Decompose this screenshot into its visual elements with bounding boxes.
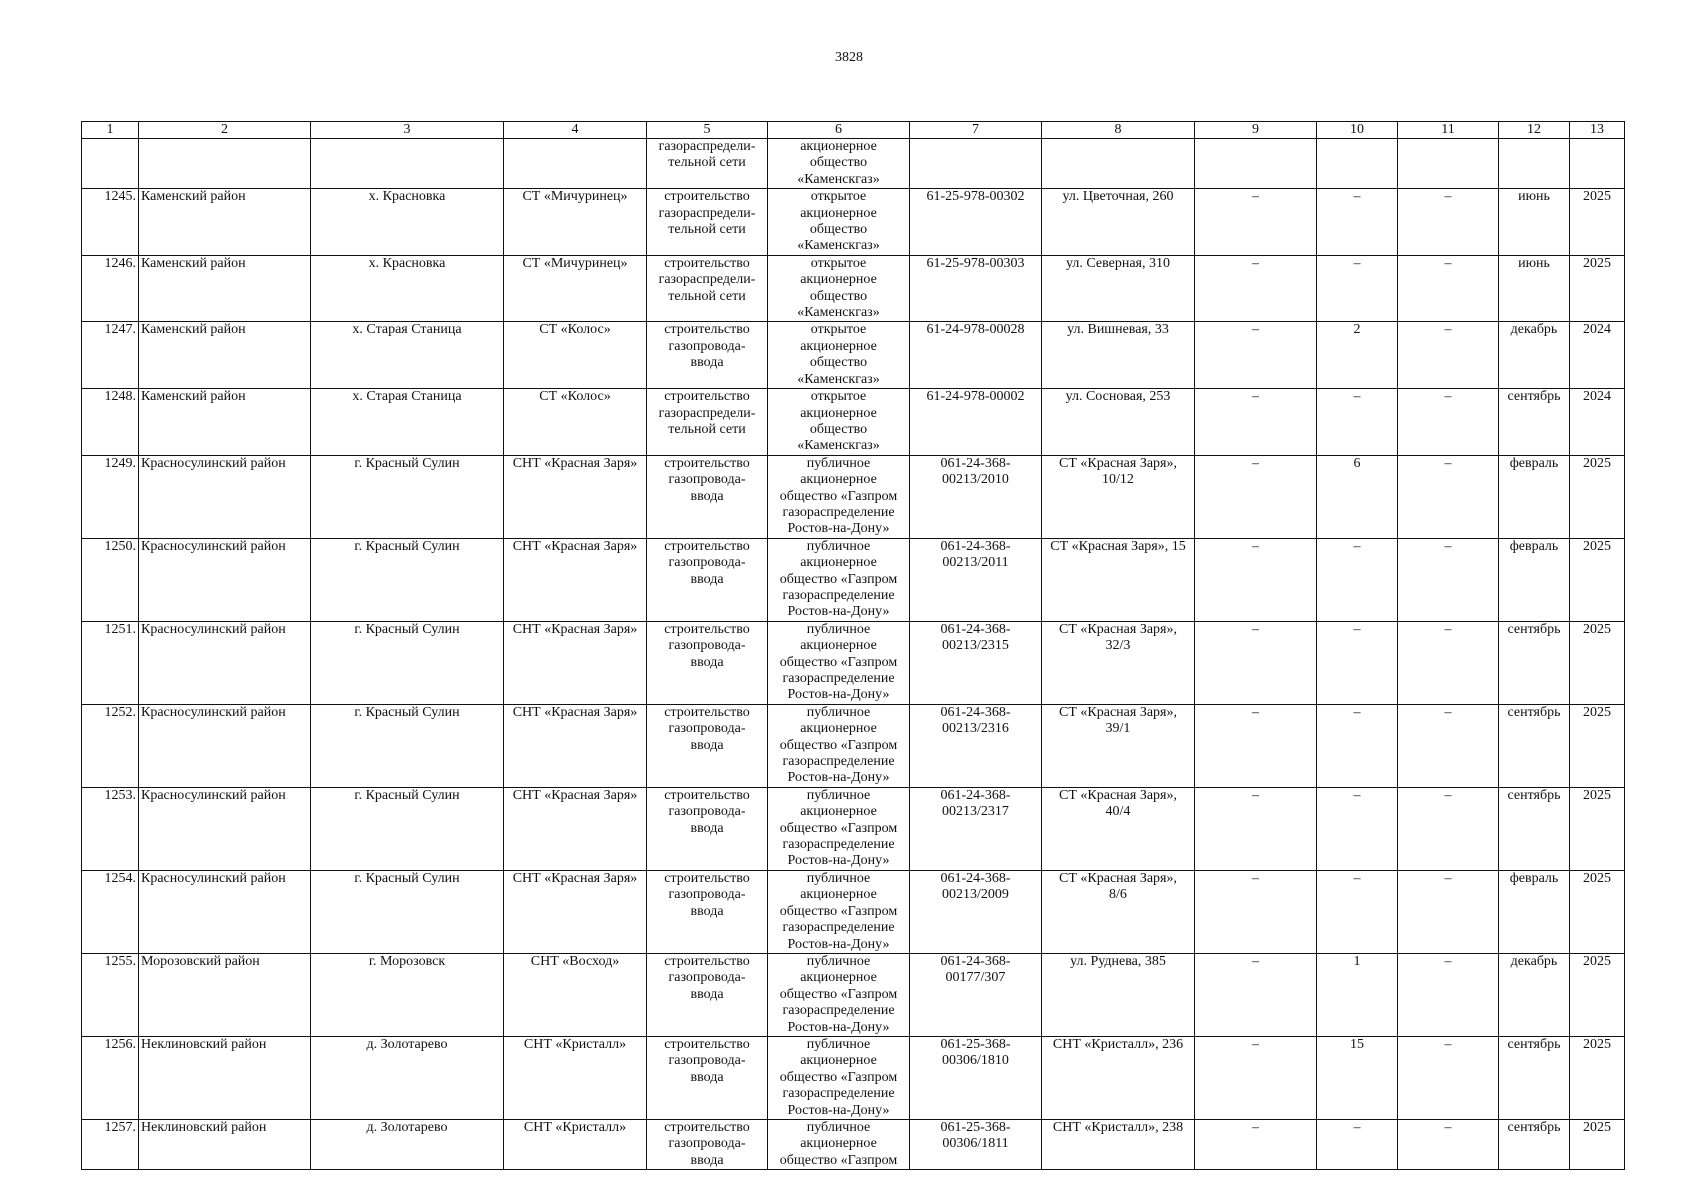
column-9-value-cell: – — [1195, 704, 1317, 787]
locality-name-cell: г. Красный Сулин — [311, 621, 504, 704]
registration-code-cell: 61-24-978-00028 — [910, 322, 1042, 389]
column-11-value-cell: – — [1398, 255, 1499, 322]
month-cell: декабрь — [1499, 322, 1570, 389]
operator-name-cell: публичное акционерное общество «Газпром — [768, 1119, 910, 1169]
table-body — [82, 139, 1625, 1170]
column-11-value-cell: – — [1398, 704, 1499, 787]
month-cell: сентябрь — [1499, 1119, 1570, 1169]
row-number-cell: 1245. — [82, 189, 139, 256]
work-type-cell: строительство газопровода- ввода — [647, 538, 768, 621]
address-cell: СНТ «Кристалл», 236 — [1042, 1036, 1195, 1119]
column-9-value-cell: – — [1195, 322, 1317, 389]
registration-code-cell: 061-24-368- 00213/2316 — [910, 704, 1042, 787]
column-10-value-cell: 6 — [1317, 455, 1398, 538]
table-row — [82, 139, 1625, 189]
column-10-value-cell: 1 — [1317, 953, 1398, 1036]
column-10-value-cell: – — [1317, 538, 1398, 621]
row-number-cell: 1246. — [82, 255, 139, 322]
registration-code-cell: 061-24-368- 00213/2315 — [910, 621, 1042, 704]
row-number-cell: 1248. — [82, 389, 139, 456]
work-type-cell: строительство газопровода- ввода — [647, 787, 768, 870]
column-header: 3 — [311, 122, 504, 139]
column-9-value-cell: – — [1195, 1119, 1317, 1169]
district-name-cell: Неклиновский район — [139, 1119, 311, 1169]
year-cell: 2025 — [1570, 455, 1625, 538]
work-type-cell: строительство газопровода- ввода — [647, 621, 768, 704]
column-9-value-cell: – — [1195, 389, 1317, 456]
registration-code-cell: 061-24-368- 00213/2011 — [910, 538, 1042, 621]
district-name-cell: Каменский район — [139, 389, 311, 456]
district-name-cell: Каменский район — [139, 322, 311, 389]
district-name-cell: Красносулинский район — [139, 455, 311, 538]
work-type-cell: строительство газопровода- ввода — [647, 1119, 768, 1169]
operator-name-cell: публичное акционерное общество «Газпром газораспределение Ростов-на-Дону» — [768, 787, 910, 870]
column-9-value-cell: – — [1195, 1036, 1317, 1119]
address-cell: СТ «Красная Заря», 39/1 — [1042, 704, 1195, 787]
address-cell: ул. Северная, 310 — [1042, 255, 1195, 322]
address-cell: СТ «Красная Заря», 40/4 — [1042, 787, 1195, 870]
settlement-name-cell: СНТ «Красная Заря» — [504, 704, 647, 787]
year-cell: 2025 — [1570, 1119, 1625, 1169]
column-11-value-cell — [1398, 139, 1499, 189]
settlement-name-cell: СНТ «Красная Заря» — [504, 787, 647, 870]
column-header: 9 — [1195, 122, 1317, 139]
settlement-name-cell: СНТ «Красная Заря» — [504, 870, 647, 953]
settlement-name-cell: СНТ «Кристалл» — [504, 1036, 647, 1119]
table-row — [82, 953, 1625, 1036]
column-11-value-cell: – — [1398, 389, 1499, 456]
registration-code-cell: 061-24-368- 00213/2317 — [910, 787, 1042, 870]
column-10-value-cell: – — [1317, 870, 1398, 953]
year-cell: 2024 — [1570, 322, 1625, 389]
column-9-value-cell: – — [1195, 455, 1317, 538]
table-row — [82, 704, 1625, 787]
work-type-cell: строительство газораспредели- тельной сети — [647, 389, 768, 456]
year-cell — [1570, 139, 1625, 189]
locality-name-cell: д. Золотарево — [311, 1119, 504, 1169]
registration-code-cell: 061-24-368- 00177/307 — [910, 953, 1042, 1036]
settlement-name-cell: СНТ «Красная Заря» — [504, 538, 647, 621]
column-9-value-cell: – — [1195, 787, 1317, 870]
operator-name-cell: публичное акционерное общество «Газпром газораспределение Ростов-на-Дону» — [768, 704, 910, 787]
settlement-name-cell: СНТ «Красная Заря» — [504, 621, 647, 704]
registration-code-cell: 061-25-368- 00306/1810 — [910, 1036, 1042, 1119]
locality-name-cell: г. Красный Сулин — [311, 538, 504, 621]
column-10-value-cell: – — [1317, 621, 1398, 704]
column-9-value-cell: – — [1195, 538, 1317, 621]
locality-name-cell: г. Морозовск — [311, 953, 504, 1036]
year-cell: 2025 — [1570, 870, 1625, 953]
row-number-cell: 1249. — [82, 455, 139, 538]
registration-code-cell: 61-25-978-00302 — [910, 189, 1042, 256]
column-header: 12 — [1499, 122, 1570, 139]
settlement-name-cell: СТ «Мичуринец» — [504, 189, 647, 256]
address-cell: ул. Сосновая, 253 — [1042, 389, 1195, 456]
column-10-value-cell: – — [1317, 1119, 1398, 1169]
address-cell: ул. Цветочная, 260 — [1042, 189, 1195, 256]
month-cell: февраль — [1499, 538, 1570, 621]
settlement-name-cell: СТ «Колос» — [504, 322, 647, 389]
column-11-value-cell: – — [1398, 455, 1499, 538]
column-10-value-cell — [1317, 139, 1398, 189]
column-11-value-cell: – — [1398, 538, 1499, 621]
settlement-name-cell: СТ «Мичуринец» — [504, 255, 647, 322]
locality-name-cell: г. Красный Сулин — [311, 870, 504, 953]
month-cell: июнь — [1499, 189, 1570, 256]
settlement-name-cell — [504, 139, 647, 189]
registration-code-cell: 61-24-978-00002 — [910, 389, 1042, 456]
month-cell: декабрь — [1499, 953, 1570, 1036]
column-header: 11 — [1398, 122, 1499, 139]
column-9-value-cell: – — [1195, 953, 1317, 1036]
settlement-name-cell: СНТ «Кристалл» — [504, 1119, 647, 1169]
column-9-value-cell — [1195, 139, 1317, 189]
column-10-value-cell: – — [1317, 189, 1398, 256]
work-type-cell: строительство газопровода- ввода — [647, 870, 768, 953]
month-cell: сентябрь — [1499, 704, 1570, 787]
settlement-name-cell: СТ «Колос» — [504, 389, 647, 456]
district-name-cell: Красносулинский район — [139, 870, 311, 953]
page-number: 3828 — [835, 50, 863, 65]
operator-name-cell: публичное акционерное общество «Газпром газораспределение Ростов-на-Дону» — [768, 1036, 910, 1119]
operator-name-cell: публичное акционерное общество «Газпром газораспределение Ростов-на-Дону» — [768, 621, 910, 704]
row-number-cell: 1257. — [82, 1119, 139, 1169]
column-11-value-cell: – — [1398, 787, 1499, 870]
address-cell: СТ «Красная Заря», 8/6 — [1042, 870, 1195, 953]
year-cell: 2025 — [1570, 953, 1625, 1036]
registration-code-cell: 061-25-368- 00306/1811 — [910, 1119, 1042, 1169]
registration-code-cell — [910, 139, 1042, 189]
table-row — [82, 255, 1625, 322]
work-type-cell: строительство газопровода- ввода — [647, 1036, 768, 1119]
column-header: 8 — [1042, 122, 1195, 139]
address-cell: ул. Руднева, 385 — [1042, 953, 1195, 1036]
table-row — [82, 538, 1625, 621]
column-11-value-cell: – — [1398, 189, 1499, 256]
month-cell: сентябрь — [1499, 389, 1570, 456]
table-row — [82, 389, 1625, 456]
work-type-cell: строительство газопровода- ввода — [647, 322, 768, 389]
table-row — [82, 787, 1625, 870]
year-cell: 2025 — [1570, 787, 1625, 870]
address-cell: СТ «Красная Заря», 32/3 — [1042, 621, 1195, 704]
row-number-cell: 1252. — [82, 704, 139, 787]
table-row — [82, 455, 1625, 538]
operator-name-cell: открытое акционерное общество «Каменскгаз» — [768, 255, 910, 322]
locality-name-cell: х. Старая Станица — [311, 389, 504, 456]
year-cell: 2025 — [1570, 538, 1625, 621]
row-number-cell: 1255. — [82, 953, 139, 1036]
column-11-value-cell: – — [1398, 322, 1499, 389]
district-name-cell: Красносулинский район — [139, 538, 311, 621]
column-number-row — [82, 122, 1625, 139]
settlement-name-cell: СНТ «Красная Заря» — [504, 455, 647, 538]
work-type-cell: строительство газопровода- ввода — [647, 704, 768, 787]
column-header: 1 — [82, 122, 139, 139]
registration-code-cell: 061-24-368- 00213/2009 — [910, 870, 1042, 953]
column-9-value-cell: – — [1195, 189, 1317, 256]
locality-name-cell: х. Красновка — [311, 189, 504, 256]
year-cell: 2025 — [1570, 1036, 1625, 1119]
column-11-value-cell: – — [1398, 953, 1499, 1036]
work-type-cell: строительство газораспредели- тельной сети — [647, 189, 768, 256]
registry-table — [81, 121, 1625, 1170]
column-header: 13 — [1570, 122, 1625, 139]
column-header: 5 — [647, 122, 768, 139]
district-name-cell — [139, 139, 311, 189]
row-number-cell: 1253. — [82, 787, 139, 870]
operator-name-cell: публичное акционерное общество «Газпром газораспределение Ростов-на-Дону» — [768, 953, 910, 1036]
locality-name-cell — [311, 139, 504, 189]
month-cell — [1499, 139, 1570, 189]
year-cell: 2025 — [1570, 189, 1625, 256]
district-name-cell: Каменский район — [139, 189, 311, 256]
row-number-cell: 1250. — [82, 538, 139, 621]
column-10-value-cell: 15 — [1317, 1036, 1398, 1119]
table-row — [82, 189, 1625, 256]
month-cell: февраль — [1499, 870, 1570, 953]
month-cell: сентябрь — [1499, 1036, 1570, 1119]
operator-name-cell: публичное акционерное общество «Газпром газораспределение Ростов-на-Дону» — [768, 455, 910, 538]
work-type-cell: строительство газопровода- ввода — [647, 455, 768, 538]
month-cell: сентябрь — [1499, 621, 1570, 704]
operator-name-cell: публичное акционерное общество «Газпром газораспределение Ростов-на-Дону» — [768, 538, 910, 621]
column-9-value-cell: – — [1195, 621, 1317, 704]
locality-name-cell: г. Красный Сулин — [311, 704, 504, 787]
column-11-value-cell: – — [1398, 1036, 1499, 1119]
work-type-cell: строительство газораспредели- тельной сети — [647, 255, 768, 322]
column-9-value-cell: – — [1195, 870, 1317, 953]
row-number-cell: 1247. — [82, 322, 139, 389]
operator-name-cell: открытое акционерное общество «Каменскгаз» — [768, 322, 910, 389]
registration-code-cell: 61-25-978-00303 — [910, 255, 1042, 322]
operator-name-cell: акционерное общество «Каменскгаз» — [768, 139, 910, 189]
operator-name-cell: открытое акционерное общество «Каменскгаз» — [768, 389, 910, 456]
column-10-value-cell: – — [1317, 255, 1398, 322]
address-cell: СТ «Красная Заря», 10/12 — [1042, 455, 1195, 538]
column-header: 4 — [504, 122, 647, 139]
table-row — [82, 1119, 1625, 1169]
column-11-value-cell: – — [1398, 1119, 1499, 1169]
table-row — [82, 1036, 1625, 1119]
operator-name-cell: открытое акционерное общество «Каменскгаз» — [768, 189, 910, 256]
district-name-cell: Неклиновский район — [139, 1036, 311, 1119]
month-cell: июнь — [1499, 255, 1570, 322]
row-number-cell: 1256. — [82, 1036, 139, 1119]
district-name-cell: Морозовский район — [139, 953, 311, 1036]
table-row — [82, 621, 1625, 704]
locality-name-cell: х. Красновка — [311, 255, 504, 322]
locality-name-cell: г. Красный Сулин — [311, 787, 504, 870]
settlement-name-cell: СНТ «Восход» — [504, 953, 647, 1036]
address-cell: СНТ «Кристалл», 238 — [1042, 1119, 1195, 1169]
year-cell: 2025 — [1570, 255, 1625, 322]
address-cell: ул. Вишневая, 33 — [1042, 322, 1195, 389]
column-10-value-cell: – — [1317, 704, 1398, 787]
year-cell: 2025 — [1570, 621, 1625, 704]
address-cell: СТ «Красная Заря», 15 — [1042, 538, 1195, 621]
district-name-cell: Красносулинский район — [139, 704, 311, 787]
district-name-cell: Красносулинский район — [139, 621, 311, 704]
work-type-cell: газораспредели- тельной сети — [647, 139, 768, 189]
table-row — [82, 322, 1625, 389]
column-10-value-cell: – — [1317, 389, 1398, 456]
operator-name-cell: публичное акционерное общество «Газпром газораспределение Ростов-на-Дону» — [768, 870, 910, 953]
district-name-cell: Красносулинский район — [139, 787, 311, 870]
column-header: 10 — [1317, 122, 1398, 139]
year-cell: 2025 — [1570, 704, 1625, 787]
column-11-value-cell: – — [1398, 621, 1499, 704]
column-11-value-cell: – — [1398, 870, 1499, 953]
month-cell: сентябрь — [1499, 787, 1570, 870]
row-number-cell — [82, 139, 139, 189]
column-10-value-cell: – — [1317, 787, 1398, 870]
locality-name-cell: д. Золотарево — [311, 1036, 504, 1119]
address-cell — [1042, 139, 1195, 189]
column-header: 2 — [139, 122, 311, 139]
column-header: 7 — [910, 122, 1042, 139]
column-10-value-cell: 2 — [1317, 322, 1398, 389]
year-cell: 2024 — [1570, 389, 1625, 456]
locality-name-cell: г. Красный Сулин — [311, 455, 504, 538]
district-name-cell: Каменский район — [139, 255, 311, 322]
locality-name-cell: х. Старая Станица — [311, 322, 504, 389]
column-9-value-cell: – — [1195, 255, 1317, 322]
row-number-cell: 1254. — [82, 870, 139, 953]
row-number-cell: 1251. — [82, 621, 139, 704]
work-type-cell: строительство газопровода- ввода — [647, 953, 768, 1036]
table-row — [82, 870, 1625, 953]
column-header: 6 — [768, 122, 910, 139]
month-cell: февраль — [1499, 455, 1570, 538]
registration-code-cell: 061-24-368- 00213/2010 — [910, 455, 1042, 538]
